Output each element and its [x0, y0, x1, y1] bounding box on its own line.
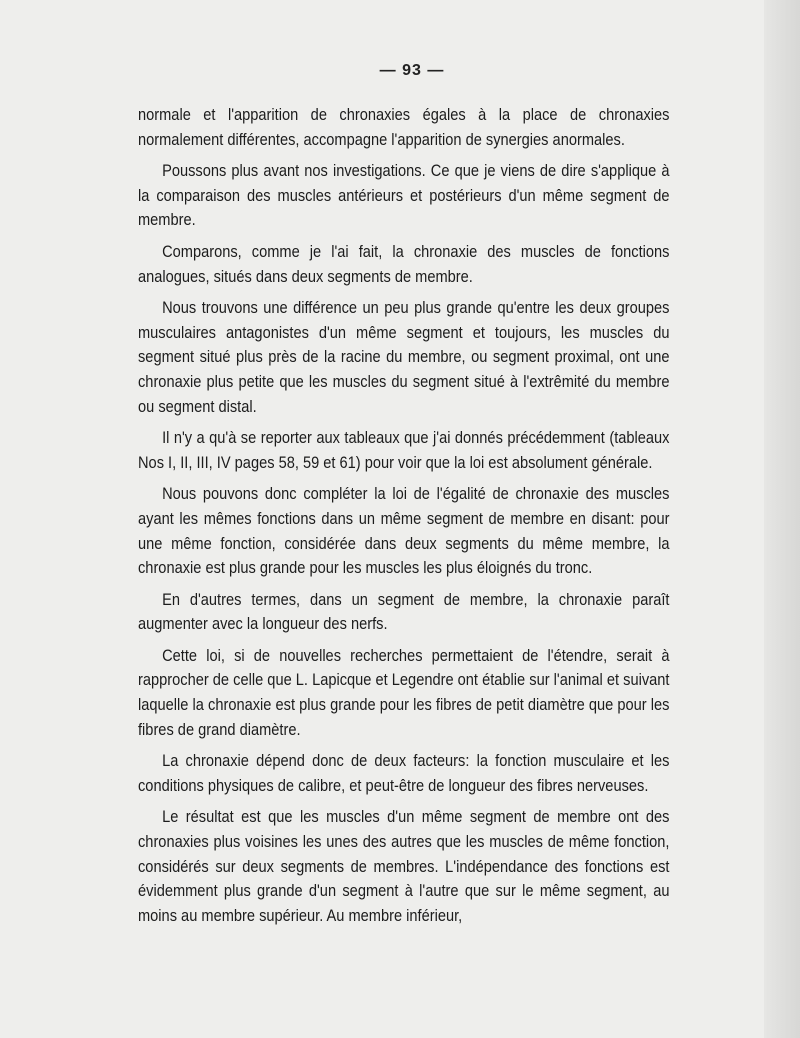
paragraph-6: Nous pouvons donc compléter la loi de l'égalité de chronaxie des muscles ayant les mêmes fonctions dans un même segment de membre en disant: pour une même fonction, considérée dans deux segments du même membre, la chronaxie est plus grande pour les muscles les plus éloignés du tronc.	[138, 484, 670, 578]
paragraph-1: normale et l'apparition de chronaxies égales à la place de chronaxies normalement différentes, accompagne l'apparition de synergies anormales.	[138, 105, 670, 149]
paragraph-2: Poussons plus avant nos investigations. Ce que je viens de dire s'applique à la comparaison des muscles antérieurs et postérieurs d'un même segment de membre.	[138, 161, 670, 230]
paragraph-10: Le résultat est que les muscles d'un même segment de membre ont des chronaxies plus voisines les unes des autres que les muscles de même fonction, considérés sur deux segments de membres. L'indépendance des fonctions est évidemment plus grande d'un segment à l'autre que sur le même segment, au moins au membre supérieur. Au membre inférieur,	[138, 807, 670, 925]
paragraph-8: Cette loi, si de nouvelles recherches permettaient de l'étendre, serait à rapprocher de celle que L. Lapicque et Legendre ont établie sur l'animal et suivant laquelle la chronaxie est plus grande pour les fibres de petit diamètre que pour les fibres de grand diamètre.	[138, 645, 670, 739]
page-number: — 93 —	[379, 62, 445, 79]
paragraph-5: Il n'y a qu'à se reporter aux tableaux que j'ai donnés précédemment (tableaux Nos I, II, III, IV pages 58, 59 et 61) pour voir que la loi est absolument générale.	[138, 428, 670, 472]
paragraph-7: En d'autres termes, dans un segment de membre, la chronaxie paraît augmenter avec la longueur des nerfs.	[138, 589, 670, 634]
paragraph-9: La chronaxie dépend donc de deux facteurs: la fonction musculaire et les conditions physiques de calibre, et peut-être de longueur des fibres nerveuses.	[138, 751, 670, 795]
body-text	[138, 103, 669, 935]
paragraph-4: Nous trouvons une différence un peu plus grande qu'entre les deux groupes musculaires antagonistes d'un même segment et toujours, les muscles du segment situé plus près de la racine du membre, ou segment proximal, ont une chronaxie plus petite que les muscles du segment situé à l'extrêmité du membre ou segment distal.	[138, 298, 670, 416]
paragraph-3: Comparons, comme je l'ai fait, la chronaxie des muscles de fonctions analogues, situés dans deux segments de membre.	[138, 241, 670, 286]
page-edge-shadow	[764, 0, 800, 1038]
